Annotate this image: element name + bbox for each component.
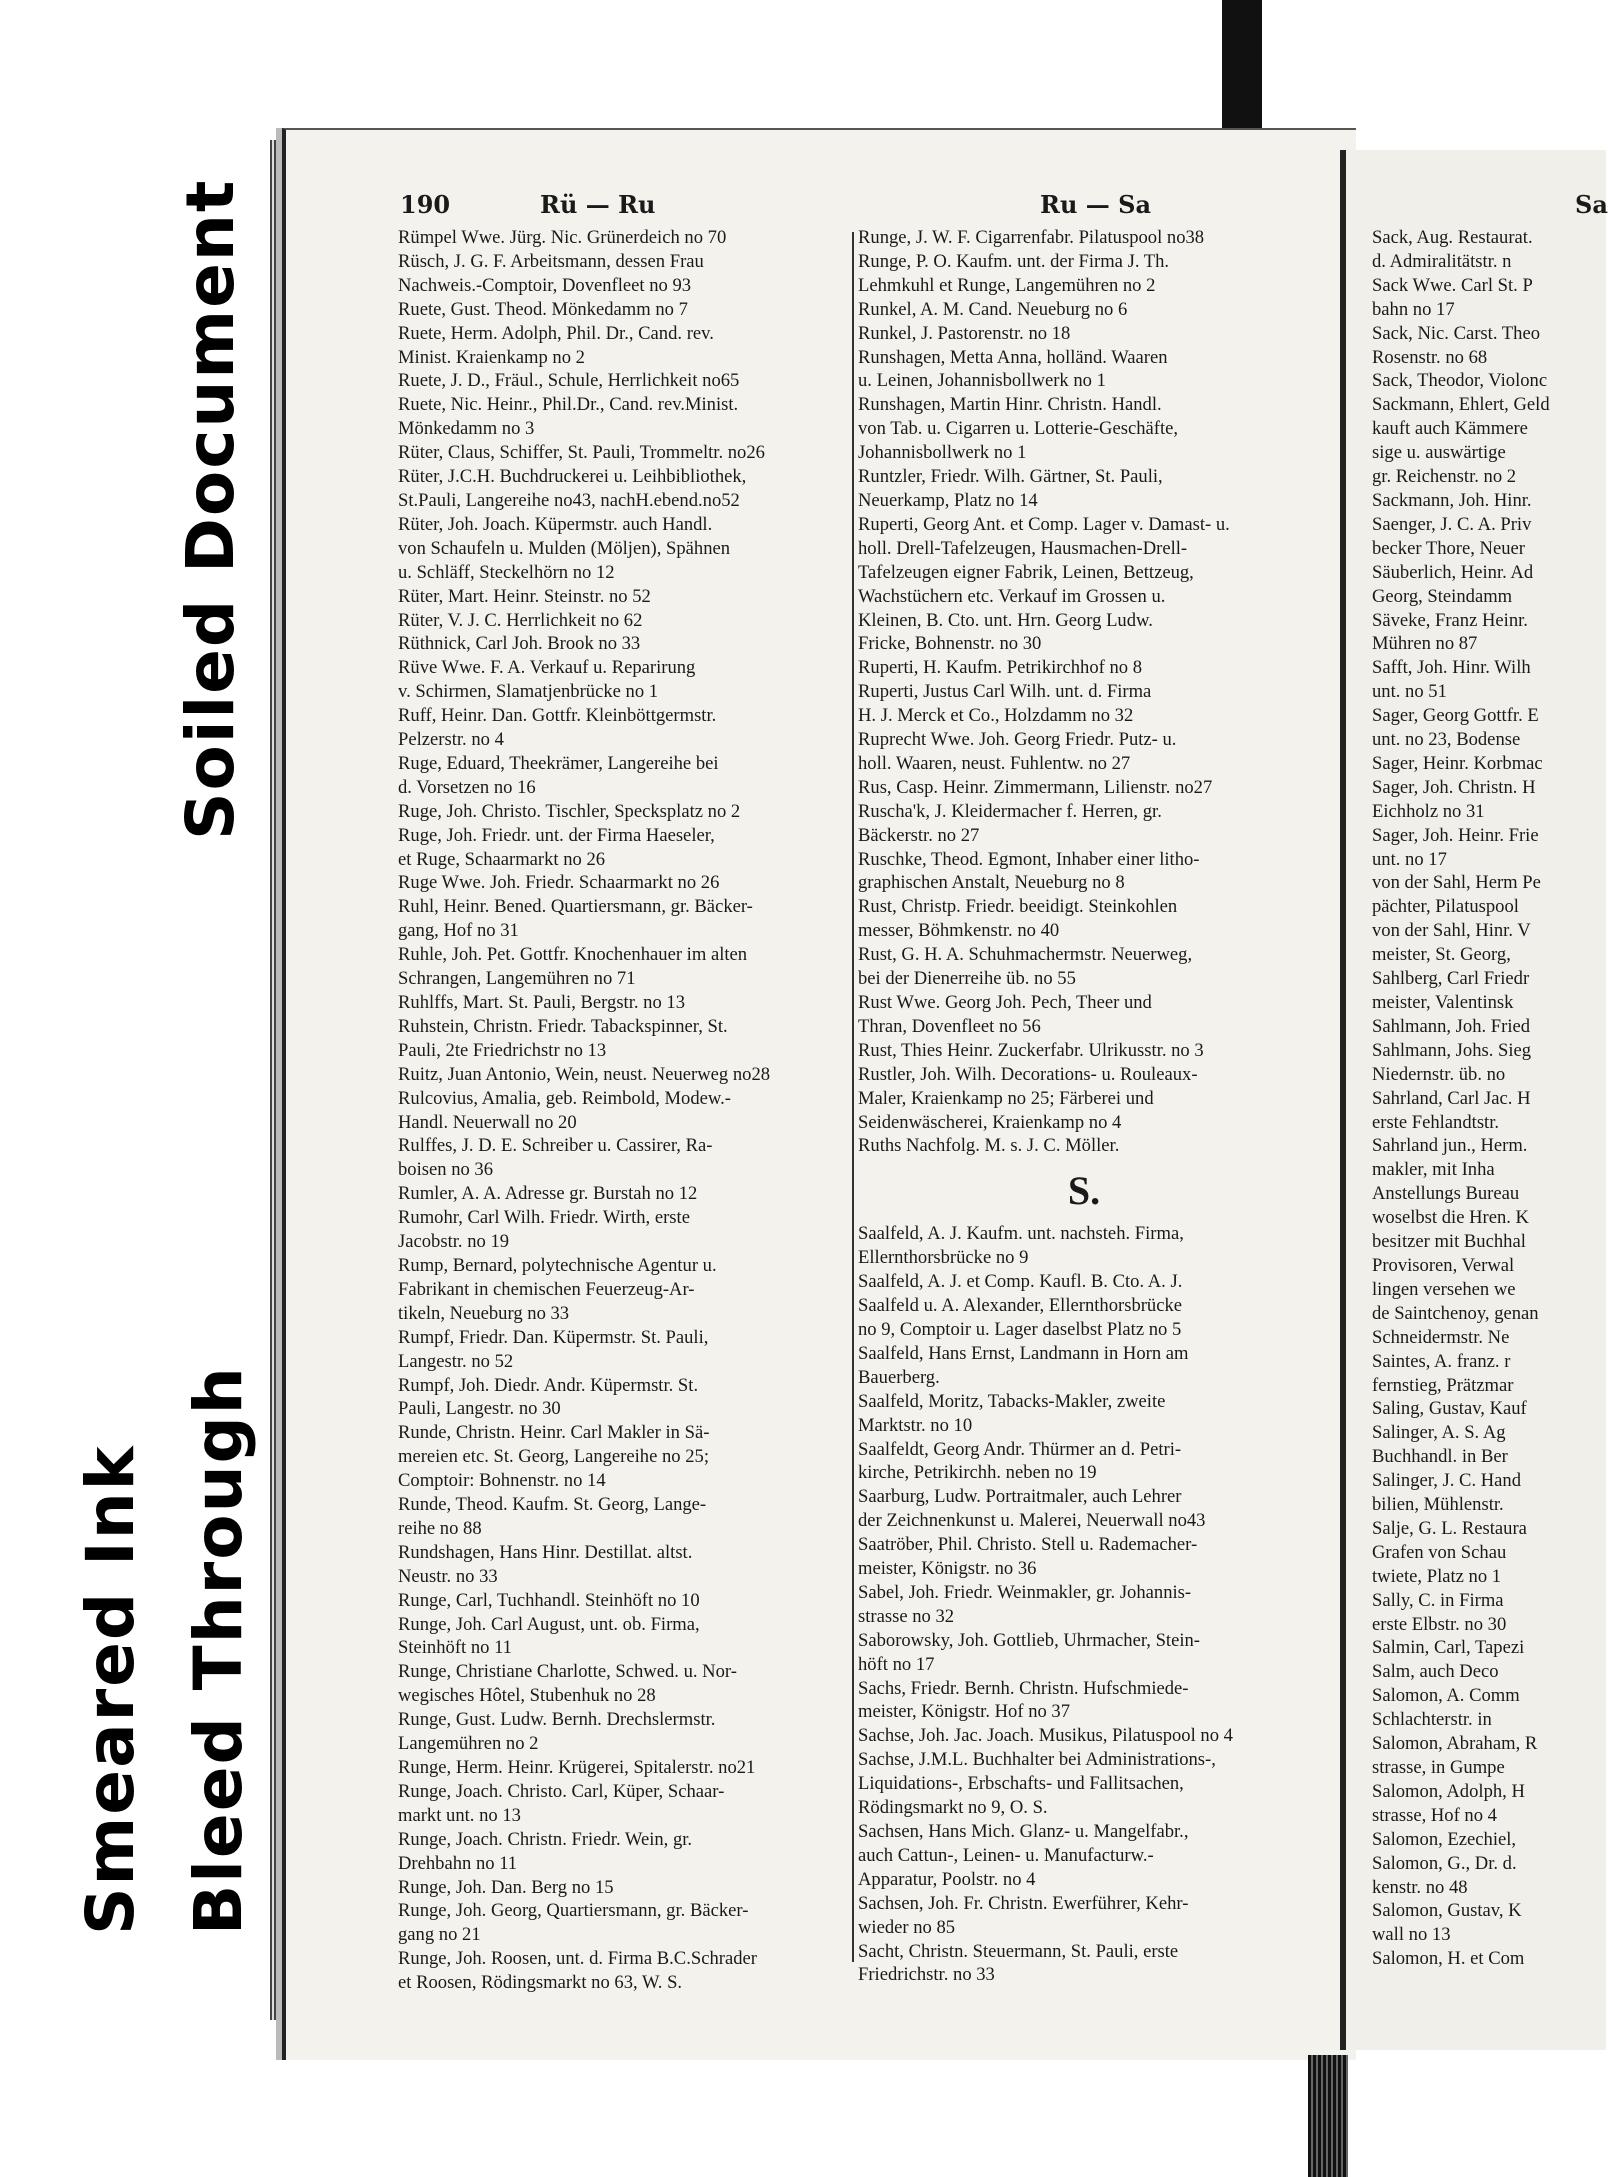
directory-entry-line: meister, Königstr. Hof no 37 bbox=[858, 1701, 1071, 1723]
directory-entry-line: Rulcovius, Amalia, geb. Reimbold, Modew.- bbox=[398, 1087, 731, 1109]
directory-entry-line: Salomon, H. et Com bbox=[1372, 1948, 1525, 1970]
directory-entry-line: Runkel, A. M. Cand. Neueburg no 6 bbox=[858, 298, 1128, 320]
directory-entry-line: wieder no 85 bbox=[858, 1916, 956, 1938]
directory-entry-line: Ruscha'k, J. Kleidermacher f. Herren, gr. bbox=[858, 800, 1162, 822]
directory-entry-line: gang no 21 bbox=[398, 1924, 481, 1946]
bleed-through-label: Bleed Through bbox=[180, 1365, 257, 1935]
directory-entry-line: H. J. Merck et Co., Holzdamm no 32 bbox=[858, 705, 1134, 727]
directory-entry-line: Saarburg, Ludw. Portraitmaler, auch Lehrer bbox=[858, 1486, 1182, 1508]
directory-entry-line: v. Schirmen, Slamatjenbrücke no 1 bbox=[398, 681, 659, 703]
directory-entry-line: Jacobstr. no 19 bbox=[398, 1231, 510, 1253]
directory-entry-line: Rust, G. H. A. Schuhmachermstr. Neuerweg, bbox=[858, 944, 1193, 966]
directory-entry-line: Saatröber, Phil. Christo. Stell u. Rademacher- bbox=[858, 1534, 1198, 1556]
directory-entry-line: Saintes, A. franz. r bbox=[1372, 1350, 1511, 1372]
directory-entry-line: Seidenwäscherei, Kraienkamp no 4 bbox=[858, 1111, 1122, 1133]
directory-entry-line: St.Pauli, Langereihe no43, nachH.ebend.no52 bbox=[398, 489, 740, 511]
directory-entry-line: Runde, Christn. Heinr. Carl Makler in Sä- bbox=[398, 1422, 710, 1444]
directory-entry-line: Ruge Wwe. Joh. Friedr. Schaarmarkt no 26 bbox=[398, 872, 720, 894]
directory-entry-line: boisen no 36 bbox=[398, 1159, 494, 1181]
directory-entry-line: Rosenstr. no 68 bbox=[1372, 346, 1488, 368]
directory-entry-line: Rüter, Joh. Joach. Küpermstr. auch Handl. bbox=[398, 513, 713, 535]
directory-entry-line: Salomon, Gustav, K bbox=[1372, 1900, 1522, 1922]
directory-entry-line: Ruhstein, Christn. Friedr. Tabackspinner, St. bbox=[398, 1015, 728, 1037]
directory-entry-line: Schlachterstr. in bbox=[1372, 1709, 1492, 1731]
directory-entry-line: Marktstr. no 10 bbox=[858, 1414, 973, 1436]
directory-entry-line: Pauli, 2te Friedrichstr no 13 bbox=[398, 1039, 607, 1061]
directory-entry-line: Rust, Thies Heinr. Zuckerfabr. Ulrikusstr. no 3 bbox=[858, 1039, 1204, 1061]
directory-entry-line: Kleinen, B. Cto. unt. Hrn. Georg Ludw. bbox=[858, 609, 1153, 631]
directory-entry-line: Sachse, Joh. Jac. Joach. Musikus, Pilatuspool no 4 bbox=[858, 1725, 1233, 1747]
directory-entry-line: messer, Böhmkenstr. no 40 bbox=[858, 920, 1060, 942]
directory-entry-line: Säuberlich, Heinr. Ad bbox=[1372, 561, 1534, 583]
directory-entry-line: Rumler, A. A. Adresse gr. Burstah no 12 bbox=[398, 1183, 698, 1205]
directory-entry-line: Sackmann, Ehlert, Geld bbox=[1372, 394, 1550, 416]
directory-entry-line: Sabel, Joh. Friedr. Weinmakler, gr. Johannis- bbox=[858, 1581, 1192, 1603]
directory-entry-line: Sager, Joh. Heinr. Frie bbox=[1372, 824, 1539, 846]
directory-entry-line: Runge, Christiane Charlotte, Schwed. u. Nor- bbox=[398, 1661, 737, 1683]
directory-entry-line: Rüter, V. J. C. Herrlichkeit no 62 bbox=[398, 609, 643, 631]
directory-entry-line: Sager, Joh. Christn. H bbox=[1372, 776, 1536, 798]
directory-entry-line: graphischen Anstalt, Neueburg no 8 bbox=[858, 872, 1125, 894]
directory-entry-line: Rödingsmarkt no 9, O. S. bbox=[858, 1797, 1048, 1819]
directory-entry-line: kauft auch Kämmere bbox=[1372, 418, 1528, 440]
directory-entry-line: Niedernstr. üb. no bbox=[1372, 1063, 1506, 1085]
directory-entry-line: Ruhlffs, Mart. St. Pauli, Bergstr. no 13 bbox=[398, 992, 686, 1013]
directory-entry-line: meister, Valentinsk bbox=[1372, 992, 1514, 1013]
directory-entry-line: Rulffes, J. D. E. Schreiber u. Cassirer, Ra- bbox=[398, 1135, 713, 1157]
directory-entry-line: Steinhöft no 11 bbox=[398, 1637, 512, 1659]
directory-entry-line: Runshagen, Metta Anna, holländ. Waaren bbox=[858, 346, 1168, 368]
directory-entry-line: Saling, Gustav, Kauf bbox=[1372, 1398, 1527, 1420]
directory-entry-line: Rumohr, Carl Wilh. Friedr. Wirth, erste bbox=[398, 1207, 690, 1229]
directory-entry-line: strasse, Hof no 4 bbox=[1372, 1804, 1497, 1826]
directory-entry-line: Thran, Dovenfleet no 56 bbox=[858, 1015, 1041, 1037]
directory-entry-line: Ruitz, Juan Antonio, Wein, neust. Neuerweg no28 bbox=[398, 1063, 771, 1085]
directory-entry-line: Runge, Joh. Roosen, unt. d. Firma B.C.Schrader bbox=[398, 1948, 757, 1970]
directory-entry-line: Runge, Herm. Heinr. Krügerei, Spitalerstr. no21 bbox=[398, 1757, 756, 1778]
directory-entry-line: Fricke, Bohnenstr. no 30 bbox=[858, 633, 1042, 655]
directory-entry-line: Rump, Bernard, polytechnische Agentur u. bbox=[398, 1254, 717, 1276]
directory-entry-line: Runge, Joh. Dan. Berg no 15 bbox=[398, 1876, 614, 1898]
directory-entry-line: Ruete, Nic. Heinr., Phil.Dr., Cand. rev.Minist. bbox=[398, 394, 739, 416]
directory-entry-line: Anstellungs Bureau bbox=[1372, 1183, 1520, 1205]
section-letter: S. bbox=[1067, 1168, 1101, 1214]
directory-entry-line: Saborowsky, Joh. Gottlieb, Uhrmacher, Stein- bbox=[858, 1629, 1200, 1651]
directory-entry-line: Tafelzeugen eigner Fabrik, Leinen, Bettzeug, bbox=[858, 561, 1194, 583]
directory-entry-line: Rust, Christp. Friedr. beeidigt. Steinkohlen bbox=[858, 896, 1178, 918]
directory-entry-line: Sachse, J.M.L. Buchhalter bei Administrations-, bbox=[858, 1749, 1216, 1771]
directory-entry-line: Rumpf, Friedr. Dan. Küpermstr. St. Pauli, bbox=[398, 1326, 709, 1348]
directory-entry-line: Rüve Wwe. F. A. Verkauf u. Reparirung bbox=[398, 657, 696, 679]
directory-entry-line: Sack, Theodor, Violonc bbox=[1372, 370, 1548, 392]
directory-entry-line: Runge, Joach. Christn. Friedr. Wein, gr. bbox=[398, 1828, 693, 1850]
directory-entry-line: besitzer mit Buchhal bbox=[1372, 1231, 1526, 1253]
directory-entry-line: markt unt. no 13 bbox=[398, 1804, 521, 1826]
directory-entry-line: unt. no 51 bbox=[1372, 681, 1447, 703]
directory-entry-line: Saalfeld, A. J. Kaufm. unt. nachsteh. Firma, bbox=[858, 1223, 1184, 1245]
directory-entry-line: Sack Wwe. Carl St. P bbox=[1372, 274, 1533, 296]
directory-entry-line: Ellernthorsbrücke no 9 bbox=[858, 1247, 1029, 1269]
directory-column-next-page bbox=[1372, 226, 1602, 1971]
directory-entry-line: Buchhandl. in Ber bbox=[1372, 1446, 1508, 1468]
directory-entry-line: bilien, Mühlenstr. bbox=[1372, 1494, 1504, 1516]
directory-entry-line: Rümpel Wwe. Jürg. Nic. Grünerdeich no 70 bbox=[398, 227, 727, 248]
directory-entry-line: Runtzler, Friedr. Wilh. Gärtner, St. Pauli, bbox=[858, 466, 1163, 488]
directory-entry-line: von der Sahl, Hinr. V bbox=[1372, 920, 1531, 942]
page-number: 190 bbox=[400, 190, 451, 219]
directory-entry-line: Salomon, Adolph, H bbox=[1372, 1780, 1525, 1802]
directory-entry-line: Sally, C. in Firma bbox=[1372, 1589, 1504, 1611]
directory-entry-line: woselbst die Hren. K bbox=[1372, 1207, 1529, 1229]
directory-entry-line: Rüter, Claus, Schiffer, St. Pauli, Trommeltr. no26 bbox=[398, 442, 765, 464]
directory-entry-line: Grafen von Schau bbox=[1372, 1541, 1507, 1563]
directory-entry-line: twiete, Platz no 1 bbox=[1372, 1565, 1502, 1587]
directory-entry-line: kirche, Petrikirchh. neben no 19 bbox=[858, 1462, 1097, 1484]
directory-entry-line: pächter, Pilatuspool bbox=[1372, 896, 1519, 918]
directory-entry-line: Säveke, Franz Heinr. bbox=[1372, 609, 1528, 631]
directory-entry-line: becker Thore, Neuer bbox=[1372, 537, 1525, 559]
directory-entry-line: Ruge, Joh. Friedr. unt. der Firma Haeseler, bbox=[398, 824, 715, 846]
directory-entry-line: Salomon, G., Dr. d. bbox=[1372, 1852, 1517, 1874]
directory-entry-line: Rüter, J.C.H. Buchdruckerei u. Leihbibliothek, bbox=[398, 466, 747, 488]
directory-entry-line: Rust Wwe. Georg Joh. Pech, Theer und bbox=[858, 992, 1152, 1013]
directory-entry-line: Runde, Theod. Kaufm. St. Georg, Lange- bbox=[398, 1494, 707, 1516]
soiled-document-label: Soiled Document bbox=[172, 178, 249, 840]
directory-entry-line: Sack, Aug. Restaurat. bbox=[1372, 227, 1533, 248]
directory-entry-line: Saalfeldt, Georg Andr. Thürmer an d. Petri- bbox=[858, 1438, 1182, 1460]
directory-entry-line: Mönkedamm no 3 bbox=[398, 418, 535, 440]
directory-entry-line: de Saintchenoy, genan bbox=[1372, 1302, 1539, 1324]
directory-entry-line: Bauerberg. bbox=[858, 1366, 940, 1388]
directory-column-left bbox=[398, 226, 850, 1995]
directory-entry-line: erste Fehlandtstr. bbox=[1372, 1111, 1500, 1133]
directory-entry-line: Rumpf, Joh. Diedr. Andr. Küpermstr. St. bbox=[398, 1374, 699, 1396]
directory-entry-line: Pauli, Langestr. no 30 bbox=[398, 1398, 561, 1420]
directory-entry-line: Rüsch, J. G. F. Arbeitsmann, dessen Frau bbox=[398, 250, 704, 272]
directory-entry-line: Salomon, Abraham, R bbox=[1372, 1733, 1538, 1755]
directory-entry-line: der Zeichnenkunst u. Malerei, Neuerwall no43 bbox=[858, 1510, 1206, 1532]
directory-entry-line: Sahrland, Carl Jac. H bbox=[1372, 1087, 1531, 1109]
directory-entry-line: Drehbahn no 11 bbox=[398, 1852, 518, 1874]
directory-entry-line: Ruhl, Heinr. Bened. Quartiersmann, gr. Bäcker- bbox=[398, 896, 753, 918]
directory-entry-line: Sahlberg, Carl Friedr bbox=[1372, 968, 1530, 990]
directory-entry-line: Bäckerstr. no 27 bbox=[858, 824, 980, 846]
directory-entry-line: Langestr. no 52 bbox=[398, 1350, 514, 1372]
directory-entry-line: reihe no 88 bbox=[398, 1517, 482, 1539]
directory-entry-line: mereien etc. St. Georg, Langereihe no 25; bbox=[398, 1446, 709, 1468]
directory-entry-line: Ruhle, Joh. Pet. Gottfr. Knochenhauer im alten bbox=[398, 944, 748, 966]
directory-entry-line: Ruperti, Justus Carl Wilh. unt. d. Firma bbox=[858, 681, 1152, 703]
directory-entry-line: Fabrikant in chemischen Feuerzeug-Ar- bbox=[398, 1278, 695, 1300]
directory-entry-line: unt. no 17 bbox=[1372, 848, 1447, 870]
running-head-right: Ru — Sa bbox=[1040, 190, 1151, 219]
directory-entry-line: makler, mit Inha bbox=[1372, 1159, 1495, 1181]
directory-entry-line: Rüter, Mart. Heinr. Steinstr. no 52 bbox=[398, 585, 651, 607]
directory-entry-line: fernstieg, Prätzmar bbox=[1372, 1374, 1514, 1396]
directory-entry-line: Ruge, Joh. Christo. Tischler, Specksplatz no 2 bbox=[398, 800, 741, 822]
directory-entry-line: Ruff, Heinr. Dan. Gottfr. Kleinböttgermstr. bbox=[398, 705, 717, 727]
directory-entry-line: Sahrland jun., Herm. bbox=[1372, 1135, 1528, 1157]
directory-entry-line: Salje, G. L. Restaura bbox=[1372, 1517, 1527, 1539]
column-divider bbox=[852, 232, 854, 1962]
directory-entry-line: u. Schläff, Steckelhörn no 12 bbox=[398, 561, 615, 583]
directory-entry-line: erste Elbstr. no 30 bbox=[1372, 1613, 1507, 1635]
directory-entry-line: Salinger, A. S. Ag bbox=[1372, 1422, 1506, 1444]
directory-entry-line: Eichholz no 31 bbox=[1372, 800, 1485, 822]
directory-column-right bbox=[858, 226, 1310, 1987]
directory-entry-line: Runkel, J. Pastorenstr. no 18 bbox=[858, 322, 1071, 344]
directory-entry-line: Sack, Nic. Carst. Theo bbox=[1372, 322, 1540, 344]
directory-entry-line: holl. Waaren, neust. Fuhlentw. no 27 bbox=[858, 752, 1131, 774]
directory-entry-line: von Schaufeln u. Mulden (Möljen), Spähnen bbox=[398, 537, 731, 559]
directory-entry-line: Runge, Gust. Ludw. Bernh. Drechslermstr. bbox=[398, 1709, 716, 1731]
directory-entry-line: Friedrichstr. no 33 bbox=[858, 1964, 995, 1986]
directory-entry-line: Maler, Kraienkamp no 25; Färberei und bbox=[858, 1087, 1154, 1109]
directory-entry-line: Sachsen, Hans Mich. Glanz- u. Mangelfabr., bbox=[858, 1821, 1189, 1842]
directory-entry-line: wegisches Hôtel, Stubenhuk no 28 bbox=[398, 1685, 656, 1707]
directory-entry-line: Ruete, Herm. Adolph, Phil. Dr., Cand. rev. bbox=[398, 322, 714, 344]
directory-entry-line: bahn no 17 bbox=[1372, 298, 1455, 320]
directory-entries-sa bbox=[858, 1222, 1310, 1987]
directory-entry-line: meister, St. Georg, bbox=[1372, 944, 1511, 966]
smeared-ink-label: Smeared Ink bbox=[72, 1444, 149, 1935]
directory-entry-line: Ruprecht Wwe. Joh. Georg Friedr. Putz- u. bbox=[858, 729, 1177, 751]
directory-entry-line: Comptoir: Bohnenstr. no 14 bbox=[398, 1470, 606, 1492]
directory-entry-line: Runge, Carl, Tuchhandl. Steinhöft no 10 bbox=[398, 1589, 700, 1611]
directory-entry-line: Sager, Georg Gottfr. E bbox=[1372, 705, 1539, 727]
directory-entry-line: Johannisbollwerk no 1 bbox=[858, 442, 1027, 464]
directory-entry-line: no 9, Comptoir u. Lager daselbst Platz no 5 bbox=[858, 1318, 1182, 1340]
directory-entry-line: Ruschke, Theod. Egmont, Inhaber einer litho- bbox=[858, 848, 1200, 870]
directory-entry-line: Saalfeld, Hans Ernst, Landmann in Horn am bbox=[858, 1342, 1189, 1364]
directory-entry-line: Neustr. no 33 bbox=[398, 1565, 498, 1587]
directory-entry-line: kenstr. no 48 bbox=[1372, 1876, 1468, 1898]
directory-entry-line: sige u. auswärtige bbox=[1372, 442, 1506, 464]
directory-entry-line: Salomon, Ezechiel, bbox=[1372, 1828, 1517, 1850]
directory-entry-line: Sachs, Friedr. Bernh. Christn. Hufschmiede- bbox=[858, 1677, 1189, 1699]
directory-entry-line: Salm, auch Deco bbox=[1372, 1661, 1499, 1683]
directory-entry-line: Ruge, Eduard, Theekrämer, Langereihe bei bbox=[398, 752, 719, 774]
directory-entry-line: Sahlmann, Johs. Sieg bbox=[1372, 1039, 1532, 1061]
directory-entries-ru bbox=[858, 226, 1310, 1158]
directory-entry-line: strasse no 32 bbox=[858, 1605, 955, 1627]
directory-entry-line: holl. Drell-Tafelzeugen, Hausmachen-Drell- bbox=[858, 537, 1188, 559]
directory-entry-line: Rustler, Joh. Wilh. Decorations- u. Rouleaux- bbox=[858, 1063, 1198, 1085]
page-edge-stack bbox=[270, 140, 280, 2020]
directory-entry-line: Salinger, J. C. Hand bbox=[1372, 1470, 1522, 1492]
directory-entry-line: auch Cattun-, Leinen- u. Manufacturw.- bbox=[858, 1844, 1154, 1866]
directory-entry-line: Runge, Joh. Georg, Quartiersmann, gr. Bäcker- bbox=[398, 1900, 749, 1922]
directory-entry-line: von Tab. u. Cigarren u. Lotterie-Geschäfte, bbox=[858, 418, 1179, 440]
directory-entry-line: Salomon, A. Comm bbox=[1372, 1685, 1520, 1707]
directory-entry-line: Ruete, J. D., Fräul., Schule, Herrlichkeit no65 bbox=[398, 370, 740, 392]
directory-entry-line: et Ruge, Schaarmarkt no 26 bbox=[398, 848, 606, 870]
directory-entry-line: gang, Hof no 31 bbox=[398, 920, 519, 942]
directory-entry-line: Minist. Kraienkamp no 2 bbox=[398, 346, 585, 368]
directory-entry-line: Runge, P. O. Kaufm. unt. der Firma J. Th. bbox=[858, 250, 1170, 272]
book-binding-top bbox=[1222, 0, 1262, 128]
directory-entry-line: Rüthnick, Carl Joh. Brook no 33 bbox=[398, 633, 641, 655]
directory-entry-line: Saalfeld, A. J. et Comp. Kaufl. B. Cto. A. J. bbox=[858, 1271, 1183, 1293]
directory-entry-line: Langemühren no 2 bbox=[398, 1733, 539, 1755]
book-binding-bottom bbox=[1308, 2055, 1348, 2177]
directory-entry-line: Runshagen, Martin Hinr. Christn. Handl. bbox=[858, 394, 1162, 416]
directory-entry-line: Sackmann, Joh. Hinr. bbox=[1372, 489, 1532, 511]
directory-entry-line: Runge, J. W. F. Cigarrenfabr. Pilatuspool no38 bbox=[858, 227, 1205, 248]
directory-entry-line: höft no 17 bbox=[858, 1653, 935, 1675]
directory-entry-line: Sahlmann, Joh. Fried bbox=[1372, 1015, 1531, 1037]
directory-entry-line: von der Sahl, Herm Pe bbox=[1372, 872, 1541, 894]
directory-entry-line: Sacht, Christn. Steuermann, St. Pauli, erste bbox=[858, 1940, 1179, 1962]
directory-entry-line: Safft, Joh. Hinr. Wilh bbox=[1372, 657, 1531, 679]
directory-entry-line: u. Leinen, Johannisbollwerk no 1 bbox=[858, 370, 1106, 392]
directory-entry-line: strasse, in Gumpe bbox=[1372, 1757, 1505, 1778]
directory-entry-line: Liquidations-, Erbschafts- und Fallitsachen, bbox=[858, 1773, 1184, 1795]
directory-entry-line: Apparatur, Poolstr. no 4 bbox=[858, 1868, 1036, 1890]
directory-entry-line: d. Admiralitätstr. n bbox=[1372, 250, 1512, 272]
directory-entry-line: Neuerkamp, Platz no 14 bbox=[858, 489, 1038, 511]
directory-entry-line: Georg, Steindamm bbox=[1372, 585, 1513, 607]
directory-entry-line: Wachstüchern etc. Verkauf im Grossen u. bbox=[858, 585, 1166, 607]
directory-entry-line: gr. Reichenstr. no 2 bbox=[1372, 466, 1517, 488]
directory-entry-line: Runge, Joach. Christo. Carl, Küper, Schaar- bbox=[398, 1780, 725, 1802]
directory-entry-line: Saalfeld, Moritz, Tabacks-Makler, zweite bbox=[858, 1390, 1166, 1412]
directory-entry-line: Ruete, Gust. Theod. Mönkedamm no 7 bbox=[398, 298, 688, 320]
directory-entry-line: Schrangen, Langemühren no 71 bbox=[398, 968, 636, 990]
directory-entry-line: Sachsen, Joh. Fr. Christn. Ewerführer, Kehr- bbox=[858, 1892, 1189, 1914]
directory-entry-line: bei der Dienerreihe üb. no 55 bbox=[858, 968, 1076, 990]
directory-entry-line: tikeln, Neueburg no 33 bbox=[398, 1302, 570, 1324]
directory-entry-line: Pelzerstr. no 4 bbox=[398, 729, 504, 751]
directory-entry-line: Mühren no 87 bbox=[1372, 633, 1478, 655]
directory-entry-line: Schneidermstr. Ne bbox=[1372, 1326, 1510, 1348]
directory-entry-line: wall no 13 bbox=[1372, 1924, 1451, 1946]
directory-entry-line: Saenger, J. C. A. Priv bbox=[1372, 513, 1532, 535]
directory-entry-line: et Roosen, Rödingsmarkt no 63, W. S. bbox=[398, 1972, 683, 1994]
directory-entry-line: Salmin, Carl, Tapezi bbox=[1372, 1637, 1525, 1659]
directory-entry-line: Handl. Neuerwall no 20 bbox=[398, 1111, 577, 1133]
directory-entry-line: Lehmkuhl et Runge, Langemühren no 2 bbox=[858, 274, 1156, 296]
directory-entry-line: d. Vorsetzen no 16 bbox=[398, 776, 536, 798]
directory-entry-line: Nachweis.-Comptoir, Dovenfleet no 93 bbox=[398, 274, 692, 296]
running-head-left: Rü — Ru bbox=[540, 190, 656, 219]
directory-entry-line: lingen versehen we bbox=[1372, 1278, 1516, 1300]
directory-entry-line: Runge, Joh. Carl August, unt. ob. Firma, bbox=[398, 1613, 700, 1635]
directory-entry-line: Ruperti, Georg Ant. et Comp. Lager v. Damast- u. bbox=[858, 513, 1230, 535]
directory-entry-line: Sager, Heinr. Korbmac bbox=[1372, 752, 1543, 774]
directory-entry-line: Ruths Nachfolg. M. s. J. C. Möller. bbox=[858, 1135, 1120, 1157]
directory-entry-line: meister, Königstr. no 36 bbox=[858, 1558, 1037, 1580]
directory-entry-line: Rus, Casp. Heinr. Zimmermann, Lilienstr. no27 bbox=[858, 776, 1213, 798]
directory-entry-line: Provisoren, Verwal bbox=[1372, 1254, 1515, 1276]
next-page-running-head: Sa bbox=[1575, 190, 1608, 219]
directory-entry-line: Saalfeld u. A. Alexander, Ellernthorsbrücke bbox=[858, 1295, 1183, 1317]
directory-entry-line: Ruperti, H. Kaufm. Petrikirchhof no 8 bbox=[858, 657, 1143, 679]
directory-entry-line: Rundshagen, Hans Hinr. Destillat. altst. bbox=[398, 1541, 693, 1563]
directory-entry-line: unt. no 23, Bodense bbox=[1372, 729, 1521, 751]
